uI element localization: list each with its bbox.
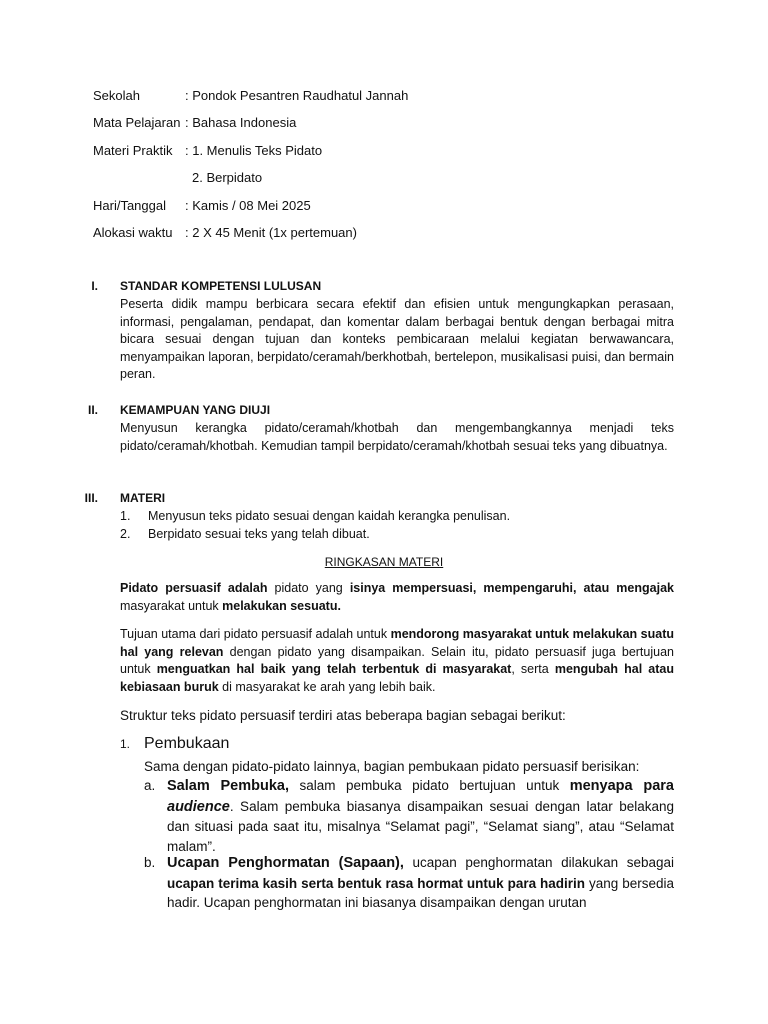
sekolah-value: : Pondok Pesantren Raudhatul Jannah: [185, 88, 409, 103]
list-item: [120, 526, 510, 544]
p2-text-c: dengan pidato yang disampaikan. Selain itu, pidato persuasif juga bertujuan untuk: [120, 644, 674, 677]
list-item: [120, 508, 510, 526]
list-item-text: Berpidato sesuai teks yang telah dibuat.: [148, 526, 370, 541]
materi-value-2: 2. Berpidato: [192, 170, 263, 185]
hari-value: : Kamis / 08 Mei 2025: [185, 198, 311, 213]
ringkasan-paragraph-2: [120, 626, 674, 696]
struktur-item-1: [120, 735, 229, 753]
section-1-number: I.: [91, 279, 98, 293]
p1-bold-c: isinya mempersuasi, mempengaruhi, atau mengajak: [349, 581, 674, 595]
materi-list: [120, 508, 510, 543]
struktur-item-1-number: 1.: [120, 737, 131, 751]
section-2-body: Menyusun kerangka pidato/ceramah/khotbah dan mengembangkannya menjadi teks pidato/ceramah/khotbah. Kemudian tampil berpidato/ceramah/khotbah sesuai teks yang dibuatnya.: [120, 421, 674, 453]
p2-text-e: , serta: [511, 662, 555, 677]
item-b-text-2: ucapan penghormatan dilakukan sebagai: [403, 855, 675, 870]
pembukaan-item-b: [144, 853, 674, 913]
p2-bold-b: mendorong masyarakat untuk melakukan suatu hal yang relevan: [120, 627, 675, 659]
section-1-body: Peserta didik mampu berbicara secara efektif dan efisien untuk mengungkapkan perasaan, informasi, pengalaman, pendapat, dan komentar dalam berbagai bentuk dengan berbagai mitra bicara sesuai dengan tujuan dan konteks pembicaraan melalui kegiatan berwawancara, menyampaikan laporan, berpidato/ceramah/berkhotbah, bertelepon, musikalisasi puisi, dan bermain peran.: [120, 297, 674, 382]
p1-text-b: pidato yang: [267, 581, 350, 595]
materi-value-1: : 1. Menulis Teks Pidato: [185, 143, 323, 158]
item-a-bold-italic-4: audience: [167, 798, 230, 815]
mapel-value: : Bahasa Indonesia: [185, 115, 297, 130]
item-b-bold-1: Ucapan Penghormatan (Sapaan),: [167, 855, 404, 871]
section-2-title: KEMAMPUAN YANG DIUJI: [120, 403, 271, 417]
p2-text-a: Tujuan utama dari pidato persuasif adalah untuk: [120, 627, 391, 641]
materi-label: Materi Praktik: [93, 143, 173, 158]
p2-text-g: di masyarakat ke arah yang lebih baik.: [218, 679, 436, 694]
list-item-number: 2.: [120, 526, 131, 541]
pembukaan-item-a: [144, 776, 674, 856]
pembukaan-intro: Sama dengan pidato-pidato lainnya, bagian pembukaan pidato persuasif berisikan:: [144, 759, 640, 774]
item-a-letter: a.: [144, 778, 156, 793]
p1-bold-a: Pidato persuasif adalah: [120, 581, 268, 595]
item-b-text: [167, 853, 674, 913]
section-2-number: II.: [87, 403, 98, 417]
sekolah-label: Sekolah: [93, 88, 140, 103]
ringkasan-paragraph-1: [120, 580, 674, 615]
item-b-letter: b.: [144, 855, 156, 870]
p2-bold-f: mengubah hal atau kebiasaan buruk: [120, 662, 674, 694]
item-a-text-5: . Salam pembuka biasanya disampaikan sesuai dengan latar belakang dan situasi pada saat itu, misalnya “Selamat pagi”, “Selamat siang”, atau “Selamat malam”.: [167, 798, 674, 854]
hari-label: Hari/Tanggal: [93, 198, 166, 213]
section-1-title: STANDAR KOMPETENSI LULUSAN: [120, 279, 322, 293]
p2-bold-d: menguatkan hal baik yang telah terbentuk di masyarakat: [156, 662, 512, 677]
item-a-text-2: salam pembuka pidato bertujuan untuk: [289, 778, 570, 793]
alokasi-label: Alokasi waktu: [93, 225, 173, 240]
ringkasan-title: RINGKASAN MATERI: [324, 555, 444, 569]
alokasi-value: : 2 X 45 Menit (1x pertemuan): [185, 225, 357, 240]
mapel-label: Mata Pelajaran: [93, 115, 181, 130]
section-3-number: III.: [84, 491, 98, 505]
item-b-bold-3: ucapan terima kasih serta bentuk rasa hormat untuk para hadirin: [167, 875, 586, 891]
p1-text-d: masyarakat untuk: [120, 598, 223, 613]
item-a-bold-1: Salam Pembuka,: [167, 778, 290, 794]
section-3-title: MATERI: [120, 491, 166, 505]
item-a-text: [167, 776, 674, 856]
list-item-number: 1.: [120, 509, 131, 523]
list-item-text: Menyusun teks pidato sesuai dengan kaidah kerangka penulisan.: [148, 509, 511, 523]
item-b-text-4: yang bersedia hadir. Ucapan penghormatan ini biasanya disampaikan dengan urutan: [167, 875, 674, 910]
item-a-bold-3: menyapa para: [569, 778, 674, 794]
ringkasan-paragraph-3: Struktur teks pidato persuasif terdiri atas beberapa bagian sebagai berikut:: [120, 708, 566, 723]
p1-bold-e: melakukan sesuatu.: [222, 598, 341, 613]
struktur-item-1-title: Pembukaan: [144, 735, 230, 752]
